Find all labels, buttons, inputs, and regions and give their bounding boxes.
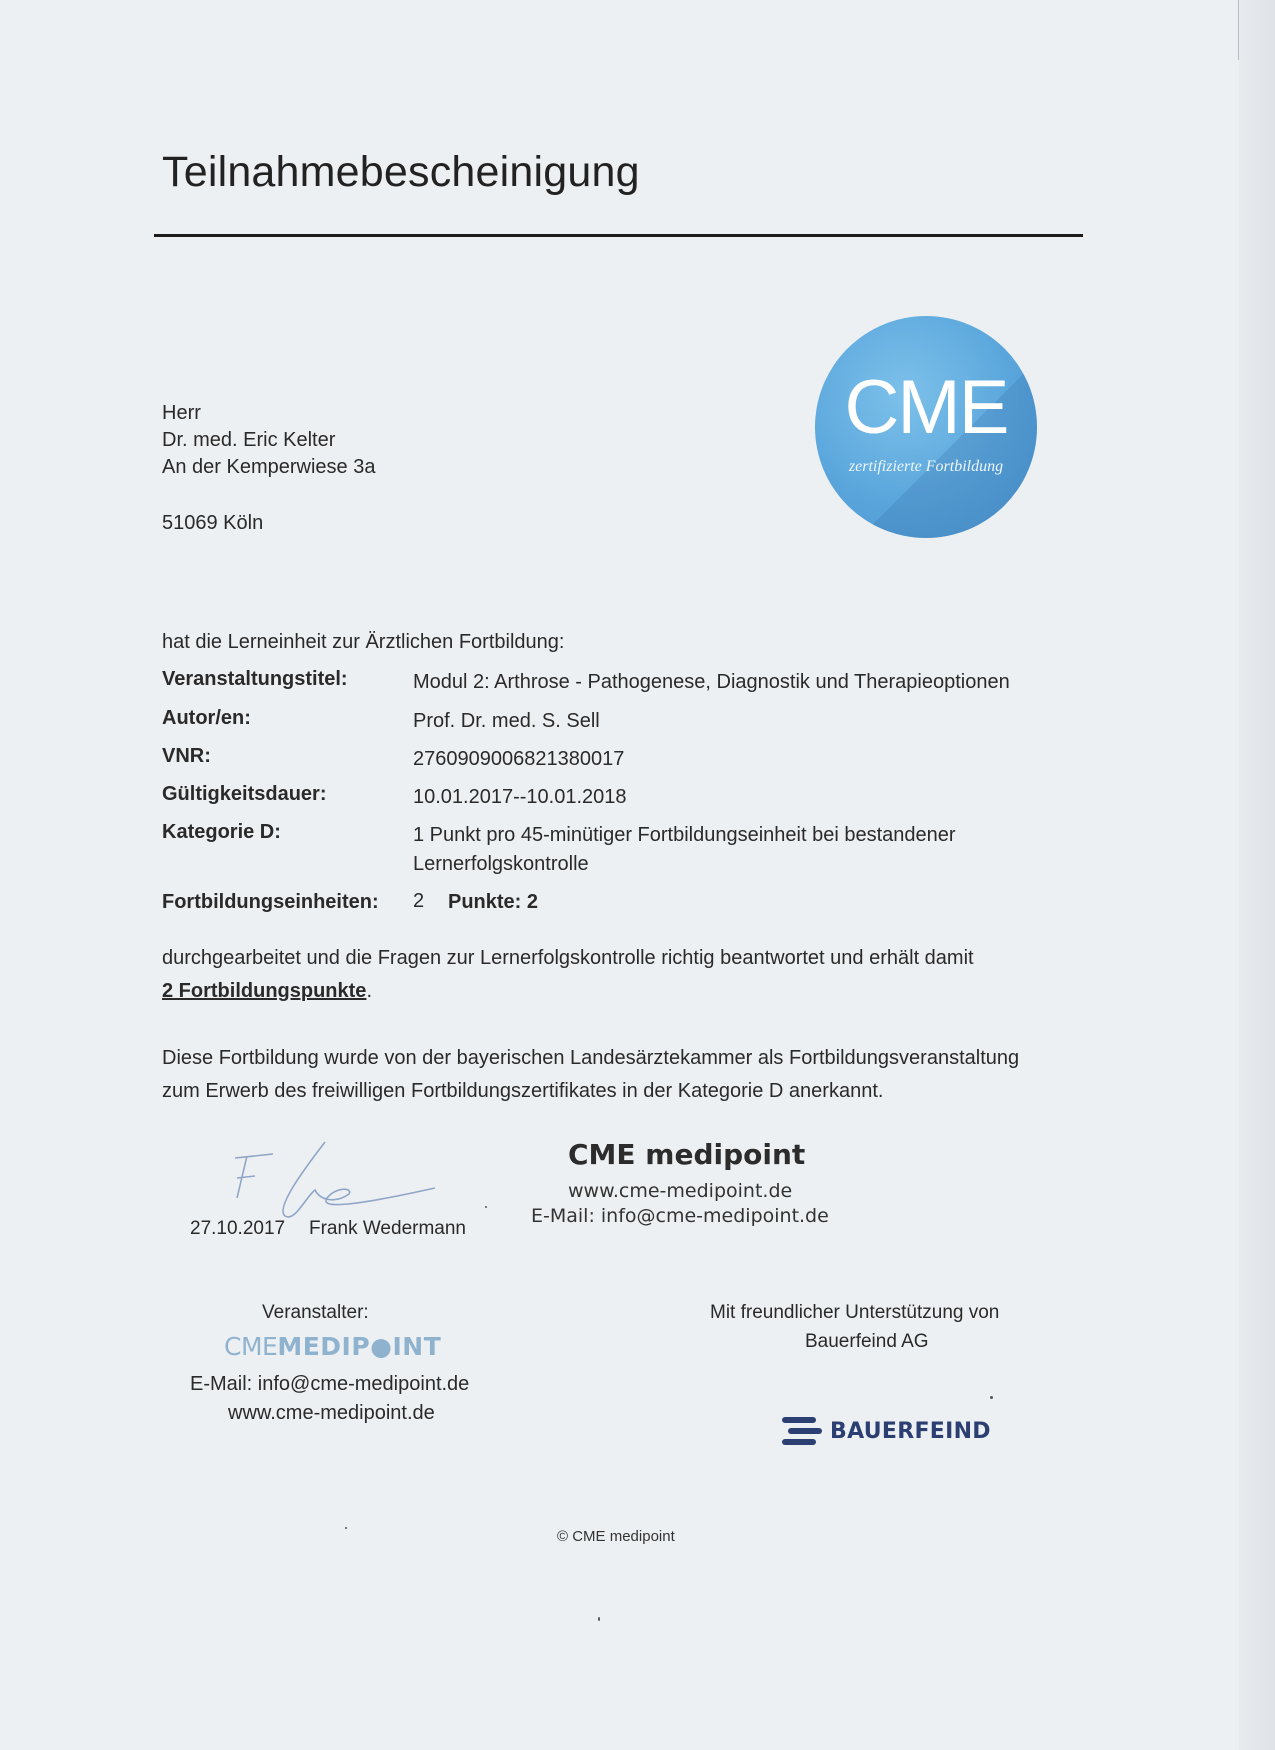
handwritten-signature	[225, 1138, 445, 1228]
scan-speck	[598, 1617, 600, 1621]
signatory-name: Frank Wedermann	[309, 1218, 466, 1239]
bauerfeind-wordmark: BAUERFEIND	[830, 1418, 991, 1444]
points-label: Punkte: 2	[448, 891, 539, 913]
completion-period: .	[366, 980, 372, 1002]
bauerfeind-logo	[780, 1414, 991, 1448]
copyright-footer: © CME medipoint	[557, 1528, 675, 1545]
address-street: An der Kemperwiese 3a	[162, 456, 376, 478]
medipoint-logo: CMEMEDIP●INT	[224, 1332, 442, 1361]
page-title: Teilnahmebescheinigung	[162, 148, 640, 196]
cme-logo-subtitle: zertifizierte Fortbildung	[848, 458, 1004, 475]
author-label: Autor/en:	[162, 707, 251, 729]
validity-label: Gültigkeitsdauer:	[162, 783, 327, 805]
address-name: Dr. med. Eric Kelter	[162, 429, 336, 451]
cme-logo	[815, 316, 1037, 538]
completion-line1: durchgearbeitet und die Fragen zur Lernerfolgskontrolle richtig beantwortet und erhält damit	[162, 947, 974, 969]
vnr-value: 2760909006821380017	[413, 748, 625, 770]
units-value: 2	[413, 890, 425, 912]
scan-speck	[485, 1206, 487, 1208]
category-value-line1: 1 Punkt pro 45-minütiger Fortbildungseinheit bei bestandener	[413, 824, 956, 846]
units-label: Fortbildungseinheiten:	[162, 891, 379, 913]
stamp-email: E-Mail: info@cme-medipoint.de	[531, 1205, 829, 1227]
cme-logo-text: CME	[844, 365, 1008, 450]
page-edge-shadow	[1239, 0, 1275, 1750]
event-title-value: Modul 2: Arthrose - Pathogenese, Diagnostik und Therapieoptionen	[413, 671, 1010, 693]
author-value: Prof. Dr. med. S. Sell	[413, 710, 600, 732]
sponsor-name: Bauerfeind AG	[805, 1331, 929, 1352]
scan-speck	[345, 1527, 347, 1529]
signature-date: 27.10.2017	[190, 1218, 286, 1239]
intro-text: hat die Lerneinheit zur Ärztlichen Fortbildung:	[162, 631, 565, 653]
vnr-label: VNR:	[162, 745, 211, 767]
event-title-label: Veranstaltungstitel:	[162, 668, 348, 690]
organizer-email: E-Mail: info@cme-medipoint.de	[190, 1373, 470, 1395]
support-text: Mit freundlicher Unterstützung von	[710, 1302, 1000, 1323]
page-edge-line	[1238, 0, 1239, 60]
category-label: Kategorie D:	[162, 821, 281, 843]
category-value-line2: Lernerfolgskontrolle	[413, 853, 589, 875]
stamp-title: CME medipoint	[568, 1138, 806, 1171]
earned-points: 2 Fortbildungspunkte	[162, 980, 367, 1002]
scan-speck	[990, 1396, 993, 1399]
organizer-website: www.cme-medipoint.de	[228, 1402, 435, 1424]
recognition-line2: zum Erwerb des freiwilligen Fortbildungszertifikates in der Kategorie D anerkannt.	[162, 1080, 884, 1102]
address-city: 51069 Köln	[162, 512, 264, 534]
title-rule	[154, 234, 1083, 237]
recognition-line1: Diese Fortbildung wurde von der bayerischen Landesärztekammer als Fortbildungsveranstaltung	[162, 1047, 1020, 1069]
bauerfeind-mark-icon	[780, 1414, 826, 1448]
stamp-website: www.cme-medipoint.de	[568, 1180, 793, 1202]
completion-line2	[162, 975, 1122, 1008]
organizer-label: Veranstalter:	[262, 1302, 369, 1323]
validity-value: 10.01.2017--10.01.2018	[413, 786, 627, 808]
address-salutation: Herr	[162, 402, 201, 424]
